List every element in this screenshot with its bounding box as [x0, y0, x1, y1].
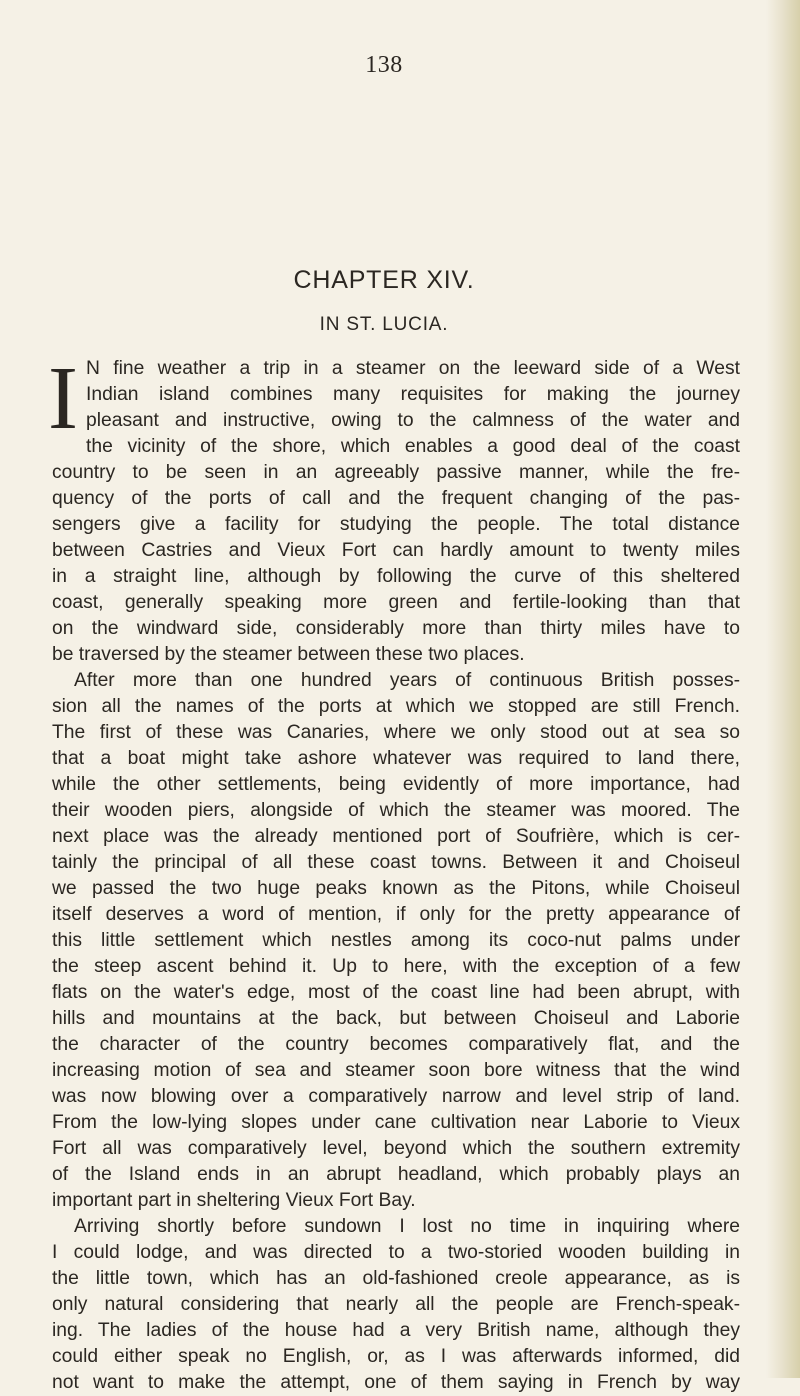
- text-line: From the low-lying slopes under cane cultivation near Laborie to Vieux: [52, 1112, 740, 1133]
- text-line: the steep ascent behind it. Up to here, with the exception of a few: [52, 956, 740, 977]
- text-line: the character of the country becomes comparatively flat, and the: [52, 1034, 740, 1055]
- text-line: while the other settlements, being evidently of more importance, had: [52, 774, 740, 795]
- text-line: not want to make the attempt, one of them saying in French by way: [52, 1372, 740, 1393]
- text-line: Indian island combines many requisites for making the journey: [86, 384, 740, 405]
- text-line: Fort all was comparatively level, beyond which the southern extremity: [52, 1138, 740, 1159]
- text-line: I could lodge, and was directed to a two-storied wooden building in: [52, 1242, 740, 1263]
- page-edge-shadow: [766, 0, 800, 1378]
- text-line: sion all the names of the ports at which we stopped are still French.: [52, 696, 740, 717]
- text-line: on the windward side, considerably more than thirty miles have to: [52, 618, 740, 639]
- text-line: ing. The ladies of the house had a very British name, although they: [52, 1320, 740, 1341]
- text-line: country to be seen in an agreeably passive manner, while the fre-: [52, 462, 740, 483]
- drop-cap: I: [48, 349, 78, 448]
- text-line: was now blowing over a comparatively narrow and level strip of land.: [52, 1086, 740, 1107]
- text-line: we passed the two huge peaks known as the Pitons, while Choiseul: [52, 878, 740, 899]
- text-line: After more than one hundred years of continuous British posses-: [74, 670, 740, 691]
- text-line: Arriving shortly before sundown I lost no time in inquiring where: [74, 1216, 740, 1237]
- text-line: in a straight line, although by following the curve of this sheltered: [52, 566, 740, 587]
- text-line: the little town, which has an old-fashioned creole appearance, as is: [52, 1268, 740, 1289]
- text-line: only natural considering that nearly all the people are French-speak-: [52, 1294, 740, 1315]
- text-line: hills and mountains at the back, but between Choiseul and Laborie: [52, 1008, 740, 1029]
- text-line: pleasant and instructive, owing to the calmness of the water and: [86, 410, 740, 431]
- text-line: The first of these was Canaries, where we only stood out at sea so: [52, 722, 740, 743]
- text-line: important part in sheltering Vieux Fort Bay.: [52, 1190, 416, 1211]
- text-line: that a boat might take ashore whatever was required to land there,: [52, 748, 740, 769]
- text-line: coast, generally speaking more green and fertile-looking than that: [52, 592, 740, 613]
- text-line: between Castries and Vieux Fort can hardly amount to twenty miles: [52, 540, 740, 561]
- text-line: be traversed by the steamer between these two places.: [52, 644, 525, 665]
- text-line: could either speak no English, or, as I was afterwards informed, did: [52, 1346, 740, 1367]
- text-line: quency of the ports of call and the frequent changing of the pas-: [52, 488, 740, 509]
- text-line: sengers give a facility for studying the people. The total distance: [52, 514, 740, 535]
- chapter-title: CHAPTER XIV.: [293, 266, 475, 294]
- text-line: itself deserves a word of mention, if only for the pretty appearance of: [52, 904, 740, 925]
- chapter-subtitle: IN ST. LUCIA.: [319, 314, 449, 335]
- body-text: [48, 349, 740, 1396]
- text-line: the vicinity of the shore, which enables a good deal of the coast: [86, 436, 740, 457]
- text-line: N fine weather a trip in a steamer on the leeward side of a West: [86, 358, 740, 379]
- text-line: flats on the water's edge, most of the coast line had been abrupt, with: [52, 982, 740, 1003]
- text-line: this little settlement which nestles among its coco-nut palms under: [52, 930, 740, 951]
- text-line: their wooden piers, alongside of which the steamer was moored. The: [52, 800, 740, 821]
- text-line: tainly the principal of all these coast towns. Between it and Choiseul: [52, 852, 740, 873]
- text-line: of the Island ends in an abrupt headland, which probably plays an: [52, 1164, 740, 1185]
- text-line: increasing motion of sea and steamer soon bore witness that the wind: [52, 1060, 740, 1081]
- text-line: next place was the already mentioned port of Soufrière, which is cer-: [52, 826, 740, 847]
- page-number: 138: [365, 52, 403, 78]
